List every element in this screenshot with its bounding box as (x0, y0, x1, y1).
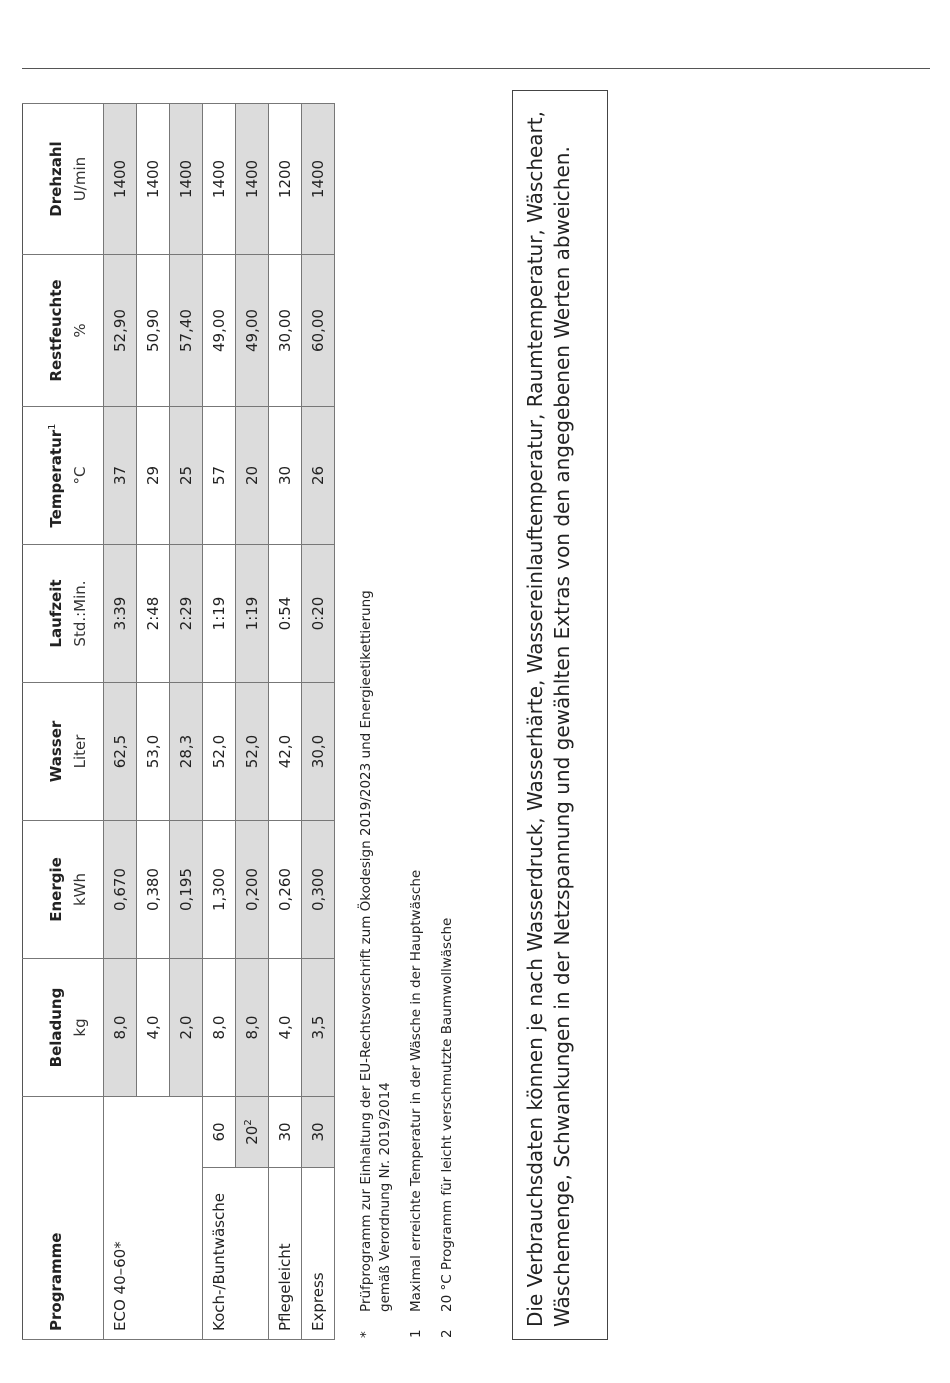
header-unit-row (67, 104, 104, 1340)
program-name: Express (302, 1168, 335, 1340)
header-beladung: Beladung (23, 959, 68, 1097)
cell-time: 2:29 (170, 545, 203, 683)
cell-speed: 1400 (302, 104, 335, 255)
cell-time: 3:39 (104, 545, 137, 683)
cell-time: 1:19 (203, 545, 236, 683)
program-name: Pflegeleicht (269, 1168, 302, 1340)
cell-speed: 1200 (269, 104, 302, 255)
cell-water: 53,0 (137, 683, 170, 821)
program-temp: 30 (302, 1097, 335, 1168)
header-drehzahl: Drehzahl (23, 104, 68, 255)
program-temp-value: 20 (243, 1125, 261, 1145)
cell-water: 62,5 (104, 683, 137, 821)
cell-moisture: 30,00 (269, 255, 302, 407)
header-temperatur (23, 407, 68, 545)
cell-energy: 0,670 (104, 821, 137, 959)
cell-time: 1:19 (236, 545, 269, 683)
cell-water: 52,0 (236, 683, 269, 821)
header-restfeuchte: Restfeuchte (23, 255, 68, 407)
rotated-page-content (22, 90, 622, 1340)
unit-beladung: kg (67, 959, 104, 1097)
cell-moisture: 57,40 (170, 255, 203, 407)
cell-moisture: 49,00 (236, 255, 269, 407)
unit-energie: kWh (67, 821, 104, 959)
cell-moisture: 50,90 (137, 255, 170, 407)
header-temperatur-sup: 1 (47, 423, 58, 430)
cell-temperature: 20 (236, 407, 269, 545)
footnotes (357, 540, 469, 1340)
cell-water: 52,0 (203, 683, 236, 821)
unit-restfeuchte: % (67, 255, 104, 407)
program-temp (236, 1097, 269, 1168)
cell-load: 2,0 (170, 959, 203, 1097)
cell-temperature: 29 (137, 407, 170, 545)
cell-load: 4,0 (269, 959, 302, 1097)
cell-energy: 0,300 (302, 821, 335, 959)
cell-load: 3,5 (302, 959, 335, 1097)
header-temperatur-label: Temperatur (47, 429, 65, 528)
cell-energy: 0,195 (170, 821, 203, 959)
cell-temperature: 57 (203, 407, 236, 545)
cell-speed: 1400 (137, 104, 170, 255)
cell-load: 8,0 (203, 959, 236, 1097)
cell-speed: 1400 (203, 104, 236, 255)
cell-temperature: 37 (104, 407, 137, 545)
unit-laufzeit: Std.:Min. (67, 545, 104, 683)
footnote-text: Prüfprogramm zur Einhaltung der EU-Rechtsvorschrift zum Ökodesign 2019/2023 und Energieetikettierung gemäß Verordnung Nr. 2019/2014 (358, 590, 393, 1312)
cell-energy: 0,380 (137, 821, 170, 959)
footnote-1 (407, 540, 426, 1340)
cell-speed: 1400 (170, 104, 203, 255)
cell-speed: 1400 (104, 104, 137, 255)
table-row (236, 104, 269, 1340)
cell-water: 28,3 (170, 683, 203, 821)
header-programme: Programme (23, 1097, 68, 1340)
cell-water: 30,0 (302, 683, 335, 821)
cell-moisture: 49,00 (203, 255, 236, 407)
cell-time: 2:48 (137, 545, 170, 683)
unit-drehzahl: U/min (67, 104, 104, 255)
header-wasser: Wasser (23, 683, 68, 821)
header-title-row (23, 104, 68, 1340)
consumption-table (22, 103, 335, 1340)
table-row (302, 104, 335, 1340)
cell-energy: 1,300 (203, 821, 236, 959)
footnote-star (357, 540, 395, 1340)
cell-water: 42,0 (269, 683, 302, 821)
table-row (104, 104, 137, 1340)
cell-moisture: 52,90 (104, 255, 137, 407)
program-name: Koch-/Buntwäsche (203, 1168, 269, 1340)
cell-energy: 0,260 (269, 821, 302, 959)
table-row (203, 104, 236, 1340)
cell-speed: 1400 (236, 104, 269, 255)
cell-energy: 0,200 (236, 821, 269, 959)
footnote-text: Maximal erreichte Temperatur in der Wäsche in der Hauptwäsche (408, 869, 424, 1312)
program-name: ECO 40–60* (104, 1097, 203, 1340)
cell-temperature: 30 (269, 407, 302, 545)
footnote-text: 20 °C Programm für leicht verschmutzte Baumwollwäsche (439, 917, 455, 1312)
header-laufzeit: Laufzeit (23, 545, 68, 683)
program-temp: 60 (203, 1097, 236, 1168)
footnote-marker: 2 (439, 1329, 455, 1338)
unit-wasser: Liter (67, 683, 104, 821)
top-rule (22, 68, 930, 69)
cell-temperature: 25 (170, 407, 203, 545)
footnote-marker: 1 (408, 1329, 424, 1338)
cell-load: 8,0 (104, 959, 137, 1097)
footnote-2 (438, 540, 457, 1340)
cell-load: 4,0 (137, 959, 170, 1097)
cell-temperature: 26 (302, 407, 335, 545)
cell-time: 0:20 (302, 545, 335, 683)
table-row (269, 104, 302, 1340)
cell-load: 8,0 (236, 959, 269, 1097)
cell-moisture: 60,00 (302, 255, 335, 407)
program-temp: 30 (269, 1097, 302, 1168)
unit-programme (67, 1097, 104, 1340)
cell-time: 0:54 (269, 545, 302, 683)
header-energie: Energie (23, 821, 68, 959)
info-box: Die Verbrauchsdaten können je nach Wasserdruck, Wasserhärte, Wassereinlauftemperatur, Raumtemperatur, Wäscheart, Wäschemenge, Schwankungen in der Netzspannung und gewählten Extras von den angegebenen Werten abweichen. (512, 90, 608, 1340)
footnote-marker: * (358, 1331, 374, 1338)
program-temp-sup: 2 (243, 1119, 254, 1126)
unit-temperatur: °C (67, 407, 104, 545)
